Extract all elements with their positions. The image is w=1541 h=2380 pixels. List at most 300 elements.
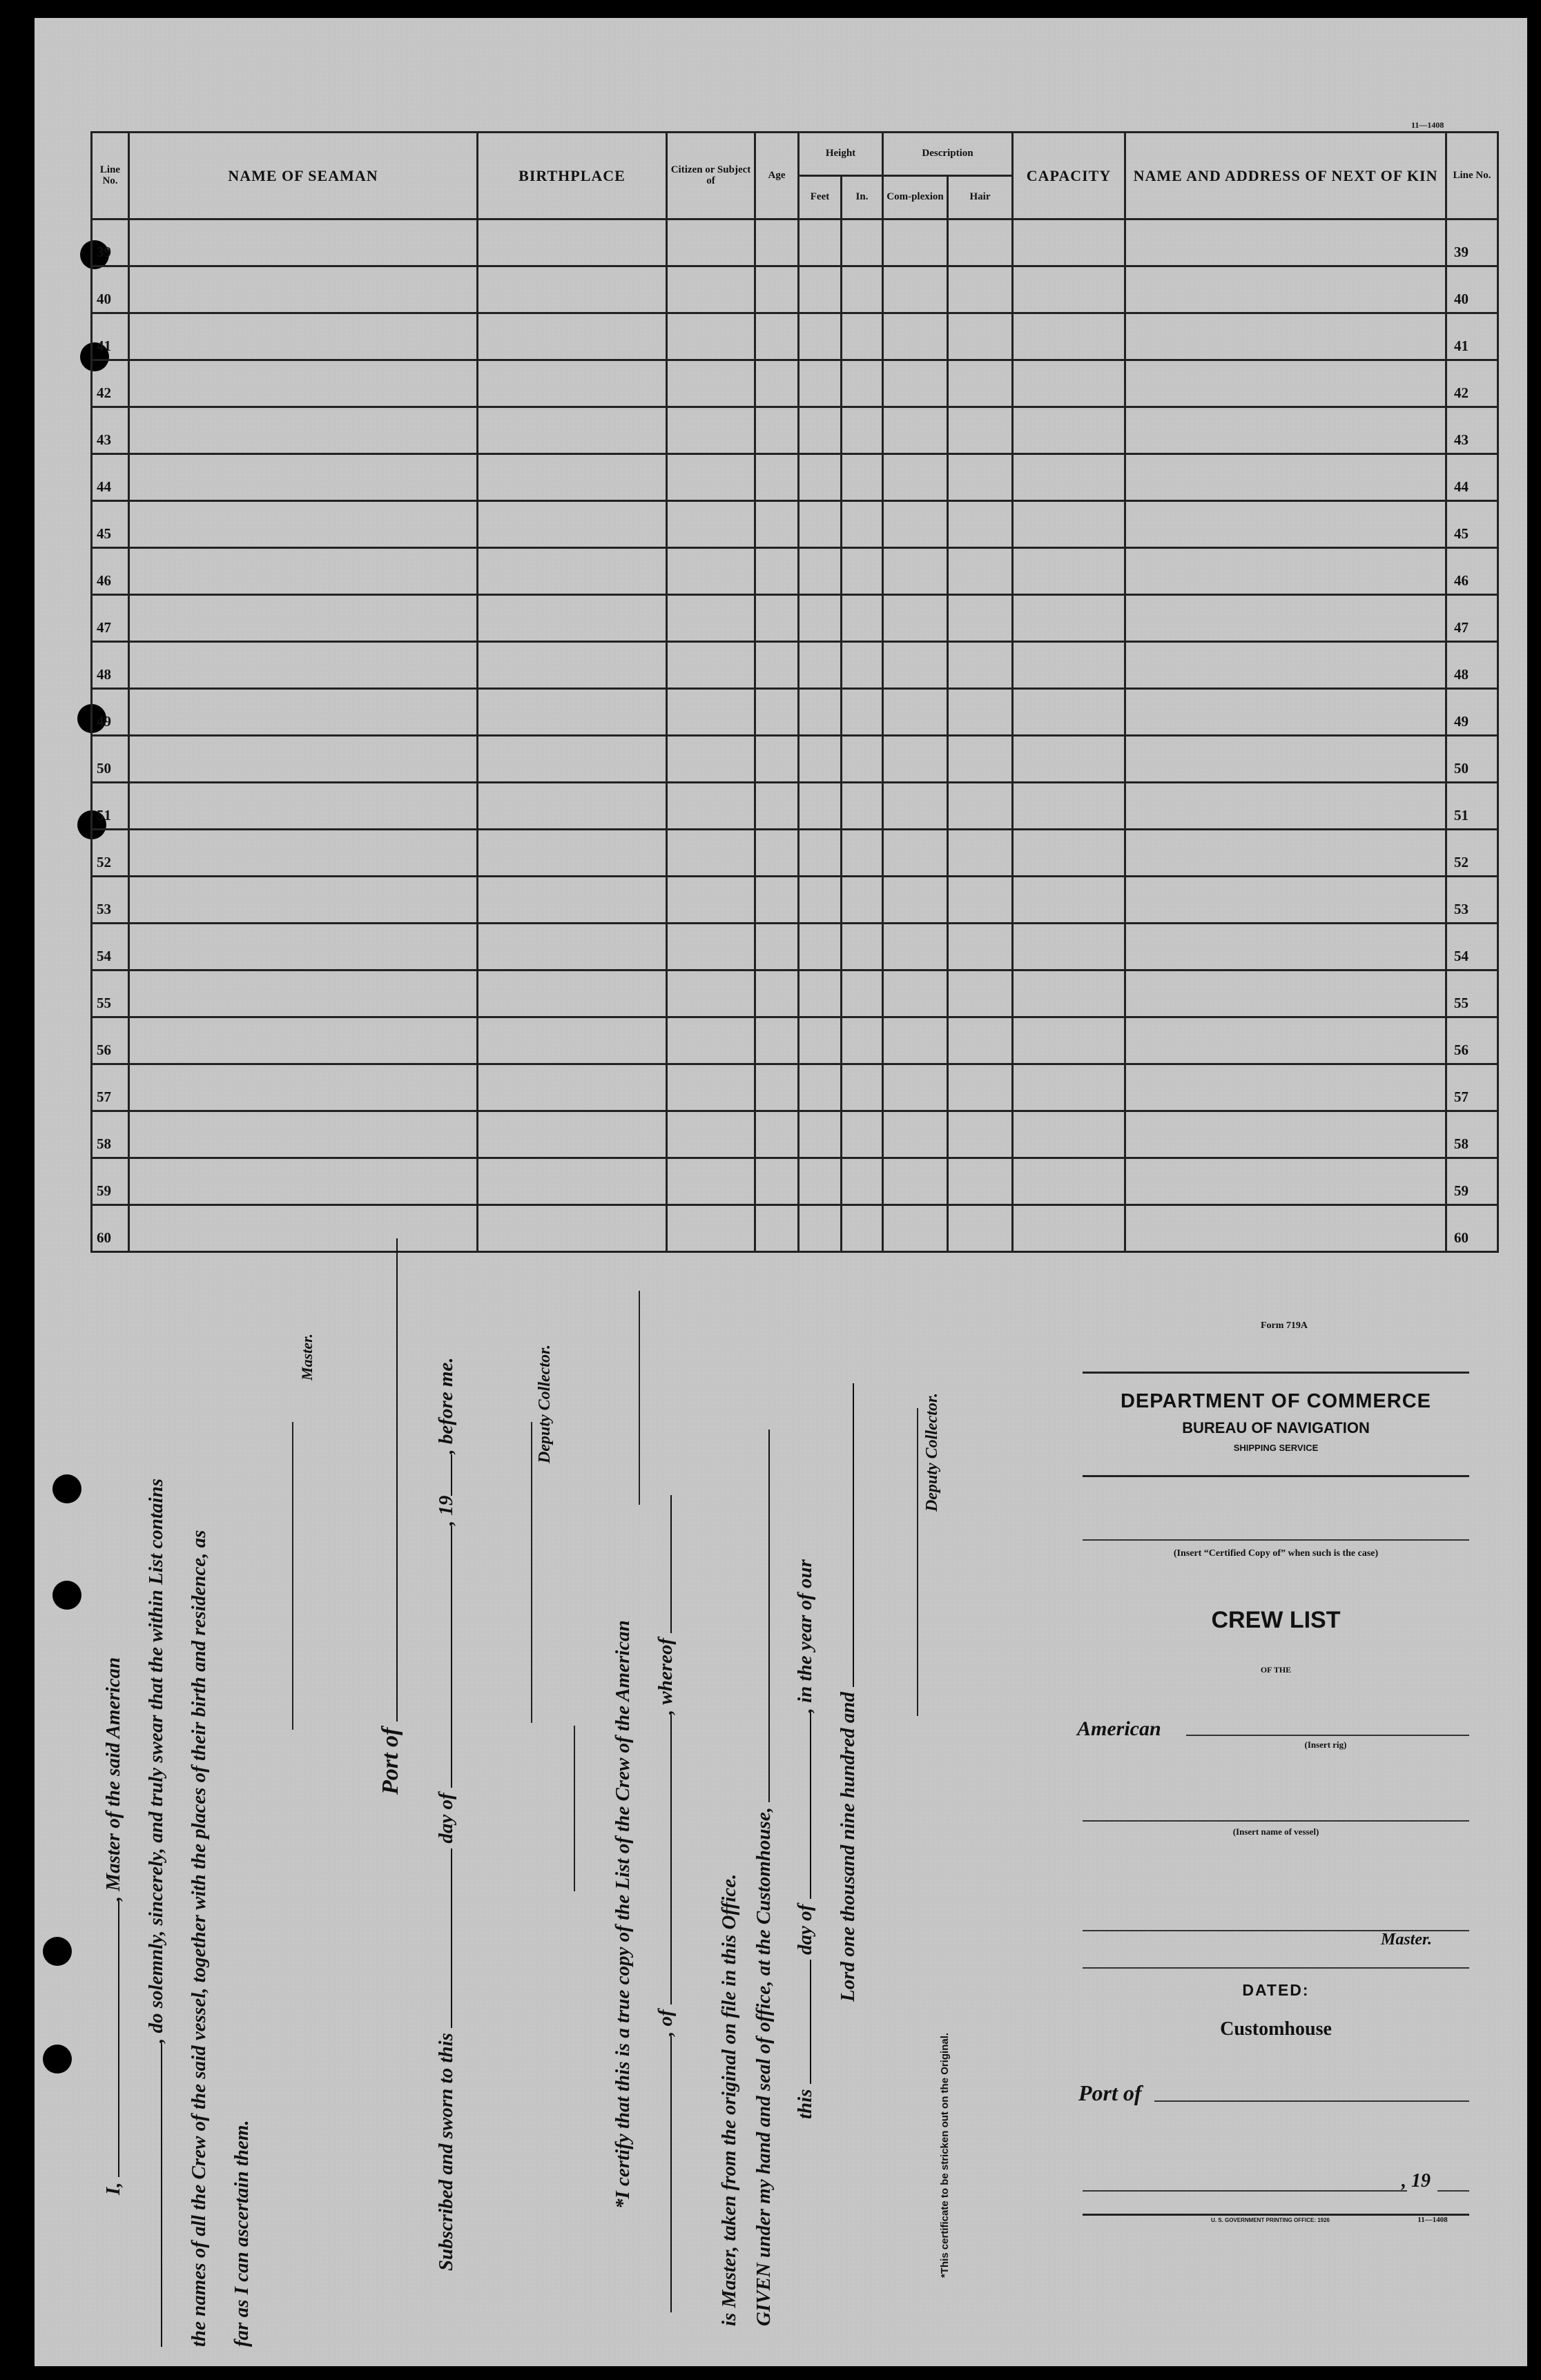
seal-line: [574, 1726, 575, 1891]
birthplace-cell[interactable]: [478, 501, 667, 548]
feet-cell[interactable]: [799, 970, 842, 1017]
feet-cell[interactable]: [799, 220, 842, 266]
cert-line-5: [794, 1559, 817, 2119]
hair-cell[interactable]: [948, 360, 1013, 407]
punch-hole-5: [52, 1474, 81, 1503]
next-of-kin-cell[interactable]: [1125, 1158, 1446, 1205]
inches-cell[interactable]: [842, 313, 883, 360]
citizen-cell[interactable]: [667, 220, 755, 266]
feet-cell[interactable]: [799, 1064, 842, 1111]
citizen-cell[interactable]: [667, 548, 755, 595]
age-cell[interactable]: [755, 220, 799, 266]
next-of-kin-cell[interactable]: [1125, 1205, 1446, 1252]
line-number-left: 53: [92, 877, 129, 924]
cover-bureau: BUREAU OF NAVIGATION: [1182, 1419, 1370, 1436]
hair-cell[interactable]: [948, 830, 1013, 877]
subscribed-year: , 19: [435, 1495, 457, 1526]
feet-cell[interactable]: [799, 266, 842, 313]
citizen-cell[interactable]: [667, 501, 755, 548]
name-of-seaman-cell[interactable]: [129, 266, 478, 313]
line-number-right: 53: [1446, 877, 1498, 924]
form-number-top: 11—1408: [1411, 120, 1444, 130]
cover-rig-blank[interactable]: [1186, 1735, 1469, 1736]
next-of-kin-cell[interactable]: [1125, 266, 1446, 313]
header-complexion: Com-plexion: [883, 176, 948, 220]
cover-form-number-bottom: 11—1408: [1417, 2216, 1448, 2224]
line-number-left: 48: [92, 642, 129, 689]
inches-cell[interactable]: [842, 407, 883, 454]
age-cell[interactable]: [755, 1064, 799, 1111]
cert-vessel-name-blank[interactable]: [670, 2036, 672, 2312]
capacity-cell[interactable]: [1013, 407, 1125, 454]
inches-cell[interactable]: [842, 220, 883, 266]
birthplace-cell[interactable]: [478, 970, 667, 1017]
feet-cell[interactable]: [799, 1017, 842, 1064]
crew-row: [92, 1111, 1498, 1158]
deputy-signature-line-2[interactable]: [917, 1408, 918, 1716]
complexion-cell[interactable]: [883, 454, 948, 501]
cover-certified-blank[interactable]: [1083, 1539, 1469, 1541]
oath-port-blank[interactable]: [396, 1238, 398, 1721]
name-of-seaman-cell[interactable]: [129, 360, 478, 407]
complexion-cell[interactable]: [883, 1205, 948, 1252]
hair-cell[interactable]: [948, 548, 1013, 595]
header-name-of-seaman: NAME OF SEAMAN: [129, 133, 478, 220]
hair-cell[interactable]: [948, 783, 1013, 830]
name-of-seaman-cell[interactable]: [129, 1158, 478, 1205]
complexion-cell[interactable]: [883, 924, 948, 970]
name-of-seaman-cell[interactable]: [129, 454, 478, 501]
feet-cell[interactable]: [799, 454, 842, 501]
feet-cell[interactable]: [799, 595, 842, 642]
citizen-cell[interactable]: [667, 1205, 755, 1252]
birthplace-cell[interactable]: [478, 313, 667, 360]
capacity-cell[interactable]: [1013, 595, 1125, 642]
header-line-no: Line No.: [92, 133, 129, 220]
oath-line-3: the names of all the Crew of the said vessel, together with the places of their birth and residence, as: [188, 1530, 210, 2347]
oath-master-name-blank[interactable]: [118, 1901, 119, 2177]
crew-row: [92, 1064, 1498, 1111]
cover-customhouse: Customhouse: [1220, 2018, 1332, 2040]
name-of-seaman-cell[interactable]: [129, 220, 478, 266]
complexion-cell[interactable]: [883, 736, 948, 783]
birthplace-cell[interactable]: [478, 1017, 667, 1064]
cert-day-blank[interactable]: [810, 1960, 811, 2084]
subscribed-month-blank[interactable]: [451, 1525, 452, 1788]
crew-table-body: [92, 220, 1498, 1252]
birthplace-cell[interactable]: [478, 407, 667, 454]
citizen-cell[interactable]: [667, 1111, 755, 1158]
citizen-cell[interactable]: [667, 407, 755, 454]
birthplace-cell[interactable]: [478, 1158, 667, 1205]
complexion-cell[interactable]: [883, 1158, 948, 1205]
citizen-cell[interactable]: [667, 783, 755, 830]
complexion-cell[interactable]: [883, 1111, 948, 1158]
name-of-seaman-cell[interactable]: [129, 1205, 478, 1252]
cert-footnote: *This certificate to be stricken out on the Original.: [939, 2032, 951, 2278]
cover-year-blank[interactable]: [1437, 2190, 1469, 2192]
birthplace-cell[interactable]: [478, 877, 667, 924]
complexion-cell[interactable]: [883, 830, 948, 877]
name-of-seaman-cell[interactable]: [129, 877, 478, 924]
name-of-seaman-cell[interactable]: [129, 1064, 478, 1111]
oath-port-of-label: Port of: [378, 1727, 403, 1795]
age-cell[interactable]: [755, 1017, 799, 1064]
capacity-cell[interactable]: [1013, 689, 1125, 736]
birthplace-cell[interactable]: [478, 1205, 667, 1252]
next-of-kin-cell[interactable]: [1125, 642, 1446, 689]
hair-cell[interactable]: [948, 1111, 1013, 1158]
age-cell[interactable]: [755, 501, 799, 548]
feet-cell[interactable]: [799, 924, 842, 970]
oath-line-1-suffix: , Master of the said American: [102, 1657, 124, 1902]
header-feet: Feet: [799, 176, 842, 220]
age-cell[interactable]: [755, 548, 799, 595]
feet-cell[interactable]: [799, 830, 842, 877]
next-of-kin-cell[interactable]: [1125, 689, 1446, 736]
birthplace-cell[interactable]: [478, 595, 667, 642]
crew-row: [92, 360, 1498, 407]
citizen-cell[interactable]: [667, 1158, 755, 1205]
name-of-seaman-cell[interactable]: [129, 830, 478, 877]
birthplace-cell[interactable]: [478, 1064, 667, 1111]
inches-cell[interactable]: [842, 642, 883, 689]
hair-cell[interactable]: [948, 501, 1013, 548]
line-number-right: 54: [1446, 924, 1498, 970]
age-cell[interactable]: [755, 266, 799, 313]
name-of-seaman-cell[interactable]: [129, 313, 478, 360]
citizen-cell[interactable]: [667, 1064, 755, 1111]
age-cell[interactable]: [755, 407, 799, 454]
inches-cell[interactable]: [842, 736, 883, 783]
capacity-cell[interactable]: [1013, 736, 1125, 783]
capacity-cell[interactable]: [1013, 783, 1125, 830]
complexion-cell[interactable]: [883, 1017, 948, 1064]
inches-cell[interactable]: [842, 970, 883, 1017]
next-of-kin-cell[interactable]: [1125, 360, 1446, 407]
inches-cell[interactable]: [842, 1017, 883, 1064]
name-of-seaman-cell[interactable]: [129, 783, 478, 830]
citizen-cell[interactable]: [667, 1017, 755, 1064]
next-of-kin-cell[interactable]: [1125, 313, 1446, 360]
header-capacity: CAPACITY: [1013, 133, 1125, 220]
birthplace-cell[interactable]: [478, 642, 667, 689]
birthplace-cell[interactable]: [478, 1111, 667, 1158]
inches-cell[interactable]: [842, 1205, 883, 1252]
line-number-right: 51: [1446, 783, 1498, 830]
inches-cell[interactable]: [842, 266, 883, 313]
feet-cell[interactable]: [799, 360, 842, 407]
next-of-kin-cell[interactable]: [1125, 830, 1446, 877]
age-cell[interactable]: [755, 970, 799, 1017]
cover-vessel-name-blank[interactable]: [1083, 1820, 1469, 1822]
capacity-cell[interactable]: [1013, 501, 1125, 548]
capacity-cell[interactable]: [1013, 360, 1125, 407]
subscribed-prefix: Subscribed and sworn to this: [435, 2033, 457, 2271]
next-of-kin-cell[interactable]: [1125, 924, 1446, 970]
complexion-cell[interactable]: [883, 970, 948, 1017]
next-of-kin-cell[interactable]: [1125, 454, 1446, 501]
name-of-seaman-cell[interactable]: [129, 642, 478, 689]
master-signature-line[interactable]: [292, 1422, 293, 1730]
subscribed-year-blank[interactable]: [451, 1454, 452, 1496]
inches-cell[interactable]: [842, 454, 883, 501]
crew-row: [92, 970, 1498, 1017]
age-cell[interactable]: [755, 736, 799, 783]
crew-row: [92, 548, 1498, 595]
next-of-kin-cell[interactable]: [1125, 736, 1446, 783]
complexion-cell[interactable]: [883, 783, 948, 830]
feet-cell[interactable]: [799, 1111, 842, 1158]
name-of-seaman-cell[interactable]: [129, 1017, 478, 1064]
age-cell[interactable]: [755, 454, 799, 501]
hair-cell[interactable]: [948, 1205, 1013, 1252]
inches-cell[interactable]: [842, 877, 883, 924]
punch-hole-7: [43, 1937, 72, 1966]
citizen-cell[interactable]: [667, 266, 755, 313]
cert-port-blank[interactable]: [670, 1715, 672, 2005]
feet-cell[interactable]: [799, 548, 842, 595]
inches-cell[interactable]: [842, 924, 883, 970]
header-height: Height: [799, 133, 883, 176]
birthplace-cell[interactable]: [478, 454, 667, 501]
citizen-cell[interactable]: [667, 830, 755, 877]
name-of-seaman-cell[interactable]: [129, 924, 478, 970]
capacity-cell[interactable]: [1013, 970, 1125, 1017]
capacity-cell[interactable]: [1013, 924, 1125, 970]
feet-cell[interactable]: [799, 783, 842, 830]
capacity-cell[interactable]: [1013, 313, 1125, 360]
next-of-kin-cell[interactable]: [1125, 548, 1446, 595]
age-cell[interactable]: [755, 877, 799, 924]
hair-cell[interactable]: [948, 407, 1013, 454]
age-cell[interactable]: [755, 313, 799, 360]
deputy-signature-line-1[interactable]: [531, 1422, 532, 1723]
inches-cell[interactable]: [842, 1111, 883, 1158]
citizen-cell[interactable]: [667, 360, 755, 407]
birthplace-cell[interactable]: [478, 360, 667, 407]
birthplace-cell[interactable]: [478, 266, 667, 313]
line-number-right: 49: [1446, 689, 1498, 736]
next-of-kin-cell[interactable]: [1125, 595, 1446, 642]
age-cell[interactable]: [755, 1158, 799, 1205]
citizen-cell[interactable]: [667, 454, 755, 501]
age-cell[interactable]: [755, 642, 799, 689]
capacity-cell[interactable]: [1013, 548, 1125, 595]
birthplace-cell[interactable]: [478, 924, 667, 970]
complexion-cell[interactable]: [883, 877, 948, 924]
cert-line-2-whereof: , whereof: [655, 1637, 677, 1715]
complexion-cell[interactable]: [883, 220, 948, 266]
crew-row: [92, 501, 1498, 548]
age-cell[interactable]: [755, 1205, 799, 1252]
complexion-cell[interactable]: [883, 266, 948, 313]
crew-row: [92, 736, 1498, 783]
name-of-seaman-cell[interactable]: [129, 1111, 478, 1158]
line-number-left: 44: [92, 454, 129, 501]
line-number-left: 59: [92, 1158, 129, 1205]
next-of-kin-cell[interactable]: [1125, 1111, 1446, 1158]
next-of-kin-cell[interactable]: [1125, 1064, 1446, 1111]
capacity-cell[interactable]: [1013, 830, 1125, 877]
name-of-seaman-cell[interactable]: [129, 736, 478, 783]
cover-department: DEPARTMENT OF COMMERCE: [1120, 1390, 1431, 1412]
inches-cell[interactable]: [842, 1158, 883, 1205]
inches-cell[interactable]: [842, 689, 883, 736]
birthplace-cell[interactable]: [478, 220, 667, 266]
cert-line-2: [655, 1495, 677, 2312]
birthplace-cell[interactable]: [478, 548, 667, 595]
hair-cell[interactable]: [948, 595, 1013, 642]
oath-line-2: [145, 1479, 168, 2347]
feet-cell[interactable]: [799, 642, 842, 689]
subscribed-day-blank[interactable]: [451, 1849, 452, 2028]
next-of-kin-cell[interactable]: [1125, 407, 1446, 454]
cert-line-2-of: , of: [655, 2009, 677, 2036]
cert-customhouse-blank[interactable]: [768, 1430, 770, 1802]
feet-cell[interactable]: [799, 1158, 842, 1205]
capacity-cell[interactable]: [1013, 1017, 1125, 1064]
name-of-seaman-cell[interactable]: [129, 548, 478, 595]
header-age: Age: [755, 133, 799, 220]
capacity-cell[interactable]: [1013, 220, 1125, 266]
inches-cell[interactable]: [842, 830, 883, 877]
citizen-cell[interactable]: [667, 595, 755, 642]
next-of-kin-cell[interactable]: [1125, 970, 1446, 1017]
complexion-cell[interactable]: [883, 689, 948, 736]
inches-cell[interactable]: [842, 501, 883, 548]
cover-date-blank[interactable]: [1083, 2190, 1407, 2192]
hair-cell[interactable]: [948, 1158, 1013, 1205]
feet-cell[interactable]: [799, 313, 842, 360]
line-number-right: 44: [1446, 454, 1498, 501]
name-of-seaman-cell[interactable]: [129, 970, 478, 1017]
capacity-cell[interactable]: [1013, 1064, 1125, 1111]
cert-year-blank[interactable]: [853, 1383, 854, 1687]
hair-cell[interactable]: [948, 1017, 1013, 1064]
age-cell[interactable]: [755, 783, 799, 830]
capacity-cell[interactable]: [1013, 454, 1125, 501]
crew-row: [92, 220, 1498, 266]
hair-cell[interactable]: [948, 877, 1013, 924]
birthplace-cell[interactable]: [478, 736, 667, 783]
citizen-cell[interactable]: [667, 689, 755, 736]
header-line-no-right: Line No.: [1446, 133, 1498, 220]
crew-table: [90, 131, 1499, 1253]
capacity-cell[interactable]: [1013, 877, 1125, 924]
capacity-cell[interactable]: [1013, 1158, 1125, 1205]
complexion-cell[interactable]: [883, 642, 948, 689]
next-of-kin-cell[interactable]: [1125, 1017, 1446, 1064]
complexion-cell[interactable]: [883, 407, 948, 454]
line-number-left: 50: [92, 736, 129, 783]
line-number-left: 47: [92, 595, 129, 642]
age-cell[interactable]: [755, 924, 799, 970]
complexion-cell[interactable]: [883, 360, 948, 407]
birthplace-cell[interactable]: [478, 830, 667, 877]
age-cell[interactable]: [755, 360, 799, 407]
citizen-cell[interactable]: [667, 313, 755, 360]
line-number-right: 39: [1446, 220, 1498, 266]
hair-cell[interactable]: [948, 266, 1013, 313]
citizen-cell[interactable]: [667, 642, 755, 689]
birthplace-cell[interactable]: [478, 783, 667, 830]
citizen-cell[interactable]: [667, 736, 755, 783]
hair-cell[interactable]: [948, 1064, 1013, 1111]
citizen-cell[interactable]: [667, 877, 755, 924]
next-of-kin-cell[interactable]: [1125, 501, 1446, 548]
cover-port-blank[interactable]: [1154, 2100, 1469, 2102]
header-birthplace: BIRTHPLACE: [478, 133, 667, 220]
feet-cell[interactable]: [799, 736, 842, 783]
age-cell[interactable]: [755, 1111, 799, 1158]
inches-cell[interactable]: [842, 1064, 883, 1111]
inches-cell[interactable]: [842, 783, 883, 830]
inches-cell[interactable]: [842, 548, 883, 595]
citizen-cell[interactable]: [667, 924, 755, 970]
hair-cell[interactable]: [948, 970, 1013, 1017]
name-of-seaman-cell[interactable]: [129, 689, 478, 736]
next-of-kin-cell[interactable]: [1125, 220, 1446, 266]
name-of-seaman-cell[interactable]: [129, 407, 478, 454]
line-number-left: 57: [92, 1064, 129, 1111]
hair-cell[interactable]: [948, 313, 1013, 360]
hair-cell[interactable]: [948, 220, 1013, 266]
feet-cell[interactable]: [799, 407, 842, 454]
birthplace-cell[interactable]: [478, 689, 667, 736]
complexion-cell[interactable]: [883, 1064, 948, 1111]
oath-port-of: [378, 1238, 404, 1795]
hair-cell[interactable]: [948, 736, 1013, 783]
oath-line-1-prefix: I,: [102, 2182, 124, 2195]
oath-vessel-name-blank[interactable]: [161, 2043, 162, 2347]
cert-master-blank[interactable]: [670, 1495, 672, 1633]
next-of-kin-cell[interactable]: [1125, 877, 1446, 924]
citizen-cell[interactable]: [667, 970, 755, 1017]
age-cell[interactable]: [755, 830, 799, 877]
complexion-cell[interactable]: [883, 313, 948, 360]
name-of-seaman-cell[interactable]: [129, 501, 478, 548]
feet-cell[interactable]: [799, 501, 842, 548]
feet-cell[interactable]: [799, 689, 842, 736]
capacity-cell[interactable]: [1013, 1111, 1125, 1158]
feet-cell[interactable]: [799, 877, 842, 924]
cert-month-blank[interactable]: [810, 1713, 811, 1899]
age-cell[interactable]: [755, 595, 799, 642]
crew-row: [92, 266, 1498, 313]
age-cell[interactable]: [755, 689, 799, 736]
hair-cell[interactable]: [948, 642, 1013, 689]
complexion-cell[interactable]: [883, 595, 948, 642]
capacity-cell[interactable]: [1013, 266, 1125, 313]
name-of-seaman-cell[interactable]: [129, 595, 478, 642]
inches-cell[interactable]: [842, 595, 883, 642]
hair-cell[interactable]: [948, 689, 1013, 736]
cert-vessel-blank[interactable]: [639, 1291, 640, 1505]
line-number-right: 57: [1446, 1064, 1498, 1111]
hair-cell[interactable]: [948, 924, 1013, 970]
feet-cell[interactable]: [799, 1205, 842, 1252]
capacity-cell[interactable]: [1013, 1205, 1125, 1252]
inches-cell[interactable]: [842, 360, 883, 407]
hair-cell[interactable]: [948, 454, 1013, 501]
crew-row: [92, 407, 1498, 454]
complexion-cell[interactable]: [883, 548, 948, 595]
next-of-kin-cell[interactable]: [1125, 783, 1446, 830]
complexion-cell[interactable]: [883, 501, 948, 548]
cert-line-6-text: Lord one thousand nine hundred and: [837, 1692, 859, 2002]
capacity-cell[interactable]: [1013, 642, 1125, 689]
